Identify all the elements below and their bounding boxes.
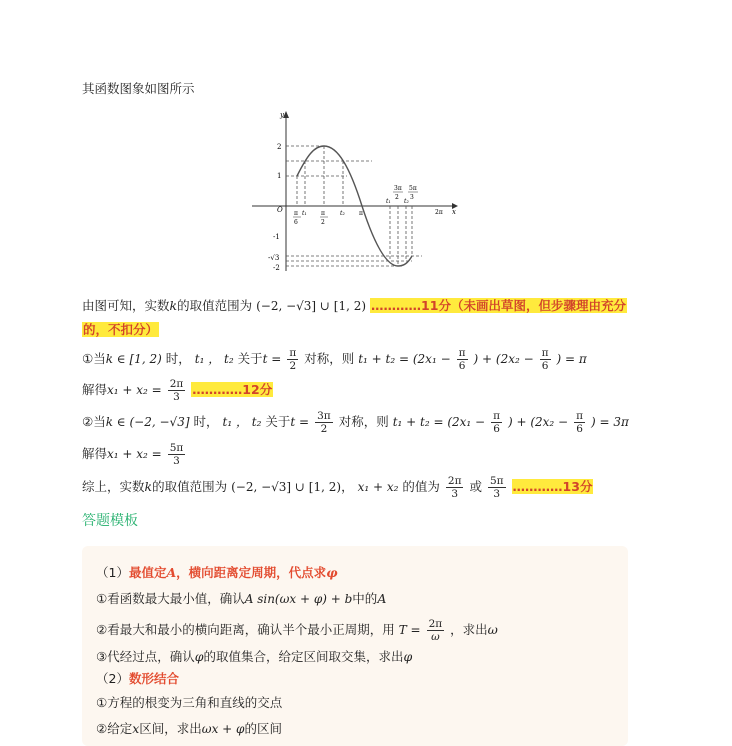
case-2-about: 关于 xyxy=(265,414,291,429)
summary-val-text: 的值为 xyxy=(402,479,440,494)
range-conclusion xyxy=(82,297,627,315)
x-label-t1: t₁ xyxy=(302,210,307,217)
template-r2-T: T = xyxy=(398,623,421,637)
template-r3-text: ③代经过点，确认 xyxy=(96,649,195,664)
template-r2-omega: ω xyxy=(487,622,498,637)
template-r1-mid: 中的 xyxy=(352,591,378,606)
solution-2-frac: $\frac{5\pi}{3}$ xyxy=(169,442,184,467)
score-13: …………13分 xyxy=(512,479,593,494)
template-r4: ①方程的根变为三角和直线的交点 xyxy=(96,695,283,710)
solution-2 xyxy=(82,442,187,467)
template-r2 xyxy=(96,618,498,643)
case-1-eq3: ) = π xyxy=(556,352,587,366)
x-label-t1b: t₁ xyxy=(386,198,391,205)
y-tick-neg1: -1 xyxy=(273,233,280,241)
case-1-frac2: $\frac{\pi}{6}$ xyxy=(541,347,549,372)
case-1-ts: t₁ ， t₂ xyxy=(194,352,234,366)
case-1-eq1: t₁ + t₂ = (2x₁ − xyxy=(358,352,451,366)
template-h1-text: 最值定 xyxy=(128,565,167,580)
case-1-about: 关于 xyxy=(237,351,263,366)
range-mid: 的取值范围为 xyxy=(177,298,253,313)
x-label-pi6-den: 6 xyxy=(294,219,298,226)
solution-1-expr: x₁ + x₂ = xyxy=(107,383,162,397)
x-label-pi2-num: π xyxy=(321,210,325,217)
template-h2 xyxy=(96,670,179,688)
template-r3-phi: φ xyxy=(194,649,204,664)
summary-range: (−2, −√3] ∪ [1, 2) xyxy=(231,480,342,494)
range-text: 由图可知，实数 xyxy=(82,298,170,313)
x-label-pi: π xyxy=(359,210,363,217)
template-r5-x: x xyxy=(132,721,140,736)
case-2-when: 时， xyxy=(193,414,219,429)
x-label-t2: t₂ xyxy=(340,210,345,217)
score-note xyxy=(82,321,159,339)
case-2-eq3: ) = 3π xyxy=(590,415,629,429)
template-r3-phi2: φ xyxy=(403,649,413,664)
case-1-label: ①当 xyxy=(82,351,106,366)
case-2-axis-frac: $\frac{3\pi}{2}$ xyxy=(317,410,331,435)
x-label-5pi3-num: 5π xyxy=(409,185,417,192)
template-r5-mid: 区间，求出 xyxy=(139,721,202,736)
case-1-sym: 对称，则 xyxy=(304,351,355,366)
template-h2-num: （2） xyxy=(96,671,129,686)
y-tick-2: 2 xyxy=(277,143,282,151)
summary-k: k xyxy=(144,479,153,494)
template-r5-formula: ωx + φ xyxy=(201,722,245,736)
summary-sep: ， xyxy=(341,479,354,494)
case-1-eq2: ) + (2x₂ − xyxy=(473,352,534,366)
x-label-5pi3-den: 3 xyxy=(410,194,414,201)
template-r3-mid: 的取值集合，给定区间取交集，求出 xyxy=(203,649,404,664)
function-graph xyxy=(252,108,462,278)
x-label-2pi: 2π xyxy=(435,209,443,216)
template-r2-frac: $\frac{2\pi}{\omega}$ xyxy=(428,618,443,643)
summary-text: 综上，实数 xyxy=(82,479,145,494)
case-1-when: 时， xyxy=(165,351,191,366)
case-1-cond: k ∈ [1, 2) xyxy=(105,352,162,366)
solution-1 xyxy=(82,378,273,403)
score-12: …………12分 xyxy=(192,382,273,397)
x-label-pi6-num: π xyxy=(294,210,298,217)
case-2-ts: t₁ ， t₂ xyxy=(222,415,262,429)
y-tick-1: 1 xyxy=(277,172,282,180)
summary-expr: x₁ + x₂ xyxy=(357,480,399,494)
template-r1 xyxy=(96,590,386,608)
template-h1-phi: φ xyxy=(326,565,338,580)
y-axis-label: y xyxy=(280,111,284,119)
case-1 xyxy=(82,347,587,372)
x-label-pi2-den: 2 xyxy=(321,219,325,226)
case-1-teq: t = xyxy=(262,352,282,366)
intro-text: 其函数图象如图所示 xyxy=(82,81,195,96)
summary-or: 或 xyxy=(469,479,482,494)
summary-frac-1: $\frac{2\pi}{3}$ xyxy=(447,475,462,500)
case-2-eq1: t₁ + t₂ = (2x₁ − xyxy=(392,415,486,429)
solution-2-label: 解得 xyxy=(82,446,108,461)
template-r1-formula: A sin(ωx + φ) + b xyxy=(244,592,353,606)
case-2-label: ②当 xyxy=(82,414,106,429)
template-r1-A: A xyxy=(377,591,387,606)
case-2-eq2: ) + (2x₂ − xyxy=(507,415,569,429)
template-r3 xyxy=(96,648,412,666)
origin-label: O xyxy=(277,206,283,214)
template-r5-end: 的区间 xyxy=(244,721,282,736)
case-2-teq: t = xyxy=(290,415,310,429)
template-h2-text: 数形结合 xyxy=(128,671,179,686)
y-tick-neg-sqrt3: -√3 xyxy=(268,254,280,262)
template-heading: 答题模板 xyxy=(82,513,138,529)
x-label-t2b: t₂ xyxy=(404,198,409,205)
template-h1-num: （1） xyxy=(96,565,129,580)
solution-2-expr: x₁ + x₂ = xyxy=(107,447,162,461)
case-2-cond: k ∈ (−2, −√3] xyxy=(105,415,190,429)
y-tick-neg2: -2 xyxy=(273,264,280,272)
case-2-sym: 对称，则 xyxy=(338,414,389,429)
score-11-tail: 的，不扣分） xyxy=(83,322,159,337)
range-value: (−2, −√3] ∪ [1, 2) xyxy=(256,299,367,313)
x-label-3pi2-den: 2 xyxy=(395,194,399,201)
case-2-frac2: $\frac{\pi}{6}$ xyxy=(576,410,583,435)
solution-1-frac: $\frac{2\pi}{3}$ xyxy=(169,378,184,403)
template-box xyxy=(82,546,628,746)
x-axis-label: x xyxy=(452,208,456,216)
score-11: …………11分（未画出草图，但步骤理由充分 xyxy=(371,298,626,313)
case-1-frac1: $\frac{\pi}{6}$ xyxy=(458,347,466,372)
x-label-3pi2-num: 3π xyxy=(394,185,402,192)
template-r5 xyxy=(96,720,282,738)
template-r2-mid: ，求出 xyxy=(450,622,488,637)
template-h1-rest: ，横向距离定周期，代点求 xyxy=(176,565,327,580)
template-r2-text: ②看最大和最小的横向距离，确认半个最小正周期，用 xyxy=(96,622,395,637)
template-r5-text: ②给定 xyxy=(96,721,133,736)
template-h1 xyxy=(96,564,338,582)
var-k: k xyxy=(169,298,178,313)
template-h1-A: A xyxy=(166,565,177,580)
summary xyxy=(82,475,593,500)
case-1-axis-frac: $\frac{\pi}{2}$ xyxy=(289,347,297,372)
summary-mid: 的取值范围为 xyxy=(152,479,228,494)
case-2-frac1: $\frac{\pi}{6}$ xyxy=(493,410,500,435)
case-2 xyxy=(82,410,629,435)
template-r1-text: ①看函数最大最小值，确认 xyxy=(96,591,245,606)
summary-frac-2: $\frac{5\pi}{3}$ xyxy=(489,475,504,500)
solution-1-label: 解得 xyxy=(82,382,108,397)
